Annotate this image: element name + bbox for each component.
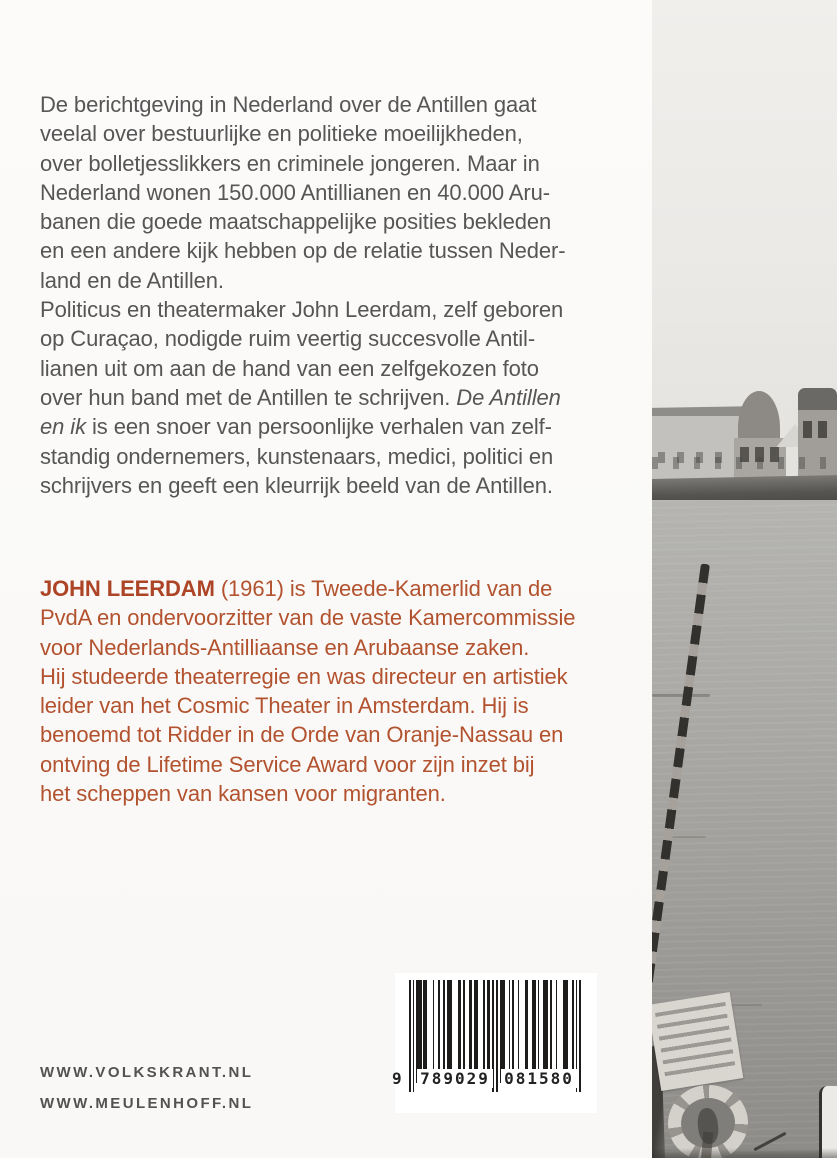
text-line	[40, 149, 640, 178]
text-segment: De Antillen	[456, 384, 561, 410]
barcode-bar	[487, 980, 491, 1083]
text-segment: De berichtgeving in Nederland over de Antillen gaat	[40, 92, 537, 117]
text-line	[40, 412, 640, 441]
url-meulenhoff: WWW.MEULENHOFF.NL	[40, 1095, 254, 1112]
text-line	[40, 691, 640, 720]
text-line	[40, 90, 640, 119]
text-segment: voor Nederlands-Antilliaanse en Arubaanse zaken.	[40, 634, 530, 660]
barcode-bar	[563, 980, 568, 1083]
text-line	[40, 236, 640, 265]
barcode-bar	[543, 980, 548, 1083]
text-line	[40, 750, 640, 779]
text-segment: PvdA en ondervoorzitter van de vaste Kamercommissie	[40, 605, 576, 631]
text-line	[40, 471, 640, 500]
barcode-bar	[443, 980, 445, 1083]
barcode-bar	[423, 980, 427, 1083]
water-streak	[652, 694, 710, 697]
text-segment: JOHN LEERDAM	[40, 576, 215, 601]
barcode-bar	[572, 980, 574, 1083]
text-line	[40, 354, 640, 383]
isbn-barcode	[392, 973, 597, 1113]
text-line	[40, 442, 640, 471]
barcode-bar	[458, 980, 462, 1083]
barcode-bar	[438, 980, 440, 1083]
waterfront-window-row	[652, 457, 837, 469]
text-line	[40, 603, 640, 632]
text-segment: leider van het Cosmic Theater in Amsterdam. Hij is	[40, 693, 529, 719]
barcode-bar	[512, 980, 514, 1083]
author-bio-text	[40, 574, 640, 808]
text-segment: is een snoer van persoonlijke verhalen van zelf-	[85, 414, 552, 440]
text-line	[40, 119, 640, 148]
text-segment: benoemd tot Ridder in de Orde van Oranje-Nassau en	[40, 722, 564, 748]
text-segment: land en de Antillen.	[40, 267, 224, 293]
text-segment: schrijvers en geeft een kleurrijk beeld van de Antillen.	[40, 472, 553, 498]
blurb-text	[40, 90, 640, 500]
text-line	[40, 574, 640, 603]
url-volkskrant: WWW.VOLKSKRANT.NL	[40, 1064, 254, 1081]
barcode-bar	[433, 980, 435, 1083]
barcode-bar	[413, 980, 415, 1092]
photo-bottom-vignette	[652, 1148, 837, 1158]
barcode-bar	[496, 980, 498, 1092]
barcode-bar	[474, 980, 478, 1083]
barcode-bar	[518, 980, 520, 1083]
text-line	[40, 207, 640, 236]
text-line	[40, 633, 640, 662]
cover-photo	[652, 0, 837, 1158]
text-segment: Nederland wonen 150.000 Antillianen en 40.000 Aru-	[40, 179, 550, 205]
text-line	[40, 178, 640, 207]
text-line	[40, 295, 640, 324]
text-segment: veelal over bestuurlijke en politieke moeilijkheden,	[40, 121, 523, 147]
harbour-sign	[652, 992, 743, 1091]
text-segment: het scheppen van kansen voor migranten.	[40, 781, 446, 807]
barcode-bar	[579, 980, 581, 1092]
text-segment: Politicus en theatermaker John Leerdam, zelf geboren	[40, 297, 564, 323]
text-line	[40, 720, 640, 749]
text-segment: en ik	[40, 414, 86, 440]
barcode-digit-lead: 9	[392, 1069, 402, 1088]
text-segment: over bolletjesslikkers en criminele jongeren. Maar in	[40, 150, 540, 176]
barcode-bar	[416, 980, 421, 1083]
right-building-windows	[803, 421, 833, 438]
barcode-digits-group1: 789029	[417, 1069, 493, 1088]
text-line	[40, 662, 640, 691]
text-line	[40, 266, 640, 295]
text-segment: banen die goede maatschappelijke posities bekleden	[40, 209, 552, 235]
barcode-bar	[556, 980, 558, 1083]
barcode-digits-group2: 081580	[501, 1069, 577, 1088]
barcode-bar	[447, 980, 452, 1083]
text-segment: op Curaçao, nodigde ruim veertig succesvolle Antil-	[40, 326, 536, 352]
text-segment: ontving de Lifetime Service Award voor zijn inzet bij	[40, 751, 535, 777]
barcode-bar	[509, 980, 511, 1083]
text-line	[40, 383, 640, 412]
barcode-bar	[409, 980, 411, 1092]
barcode-bar	[483, 980, 485, 1083]
text-line	[40, 779, 640, 808]
text-segment: (1961) is Tweede-Kamerlid van de	[214, 576, 553, 601]
barcode-bar	[525, 980, 529, 1083]
text-segment: over hun band met de Antillen te schrijven.	[40, 384, 457, 410]
text-segment: standig ondernemers, kunstenaars, medici, politici en	[40, 443, 554, 469]
barcode-bar	[469, 980, 473, 1083]
publisher-urls	[40, 1063, 253, 1125]
barcode-bar	[538, 980, 540, 1083]
sign-text-lines	[655, 1002, 736, 1082]
text-segment: lianen uit om aan de hand van een zelfgekozen foto	[40, 355, 539, 381]
barcode-bar	[500, 980, 505, 1083]
text-line	[40, 324, 640, 353]
text-segment: Hij studeerde theaterregie en was directeur en artistiek	[40, 663, 568, 689]
barcode-bar	[550, 980, 552, 1083]
text-segment: en een andere kijk hebben op de relatie tussen Neder-	[40, 238, 566, 264]
barcode-bar	[532, 980, 536, 1083]
barcode-bar	[463, 980, 465, 1083]
